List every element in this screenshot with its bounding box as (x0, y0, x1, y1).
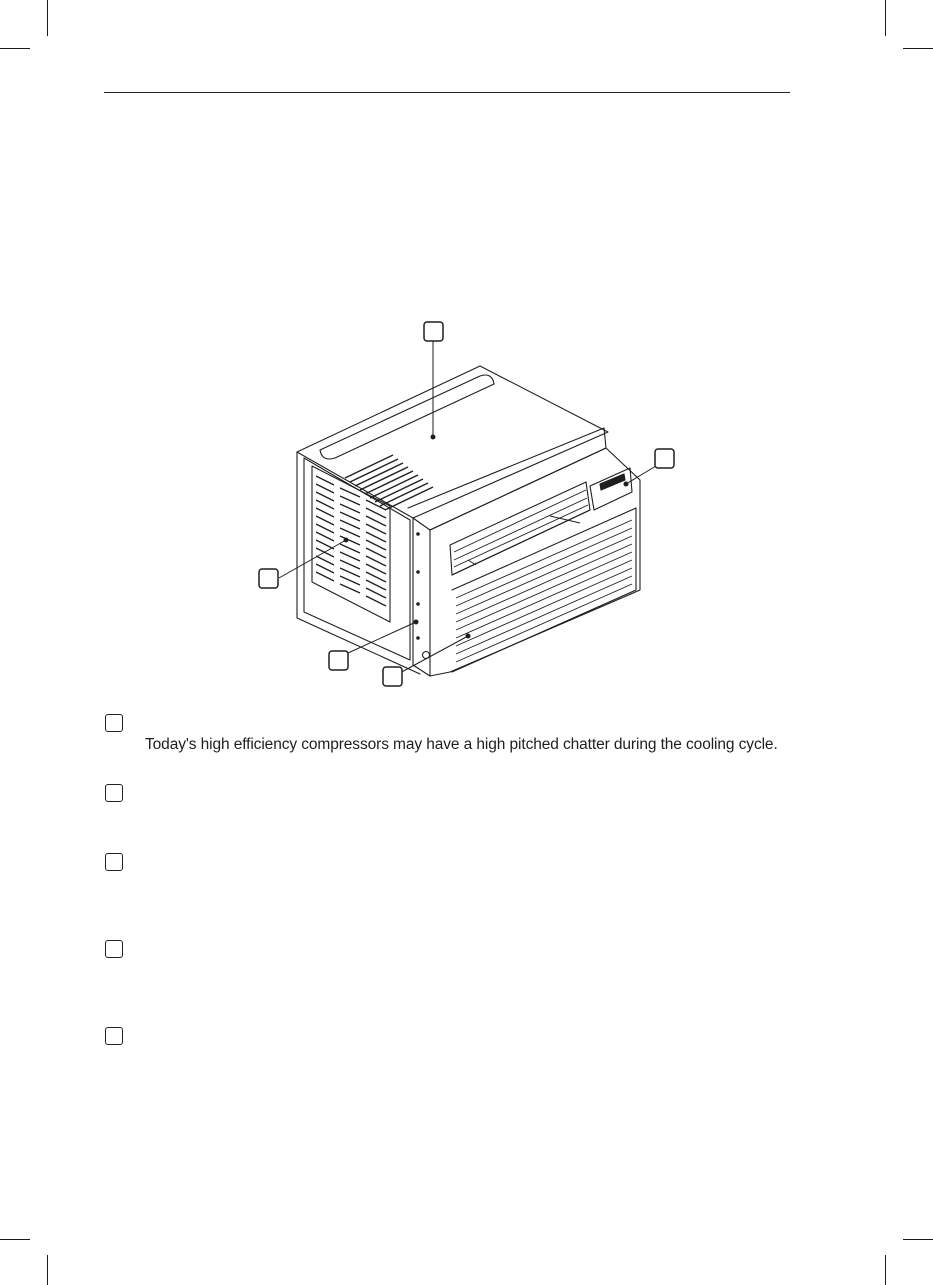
louver-panel (450, 482, 590, 575)
cabinet-rear-side (297, 452, 420, 674)
front-intake-grille (452, 508, 636, 672)
callout-box (383, 667, 402, 686)
front-grille-lines (456, 520, 632, 662)
legend-box (105, 784, 123, 802)
top-sleeve-lip (408, 428, 606, 530)
legend-description: Today's high efficiency compressors may have a high pitched chatter during the cooling cycle. (145, 736, 778, 753)
legend-box (105, 853, 123, 871)
legend-box (105, 1027, 123, 1045)
callout-boxes (259, 322, 674, 686)
top-vent-slats (345, 455, 433, 510)
control-panel (590, 468, 632, 510)
callout-box (259, 569, 278, 588)
louver-vanes (454, 490, 588, 567)
callout-box (424, 322, 443, 341)
callout-box (329, 651, 348, 670)
legend-box (105, 714, 123, 732)
top-slot (320, 375, 494, 459)
callout-box (655, 449, 674, 468)
legend-box (105, 940, 123, 958)
